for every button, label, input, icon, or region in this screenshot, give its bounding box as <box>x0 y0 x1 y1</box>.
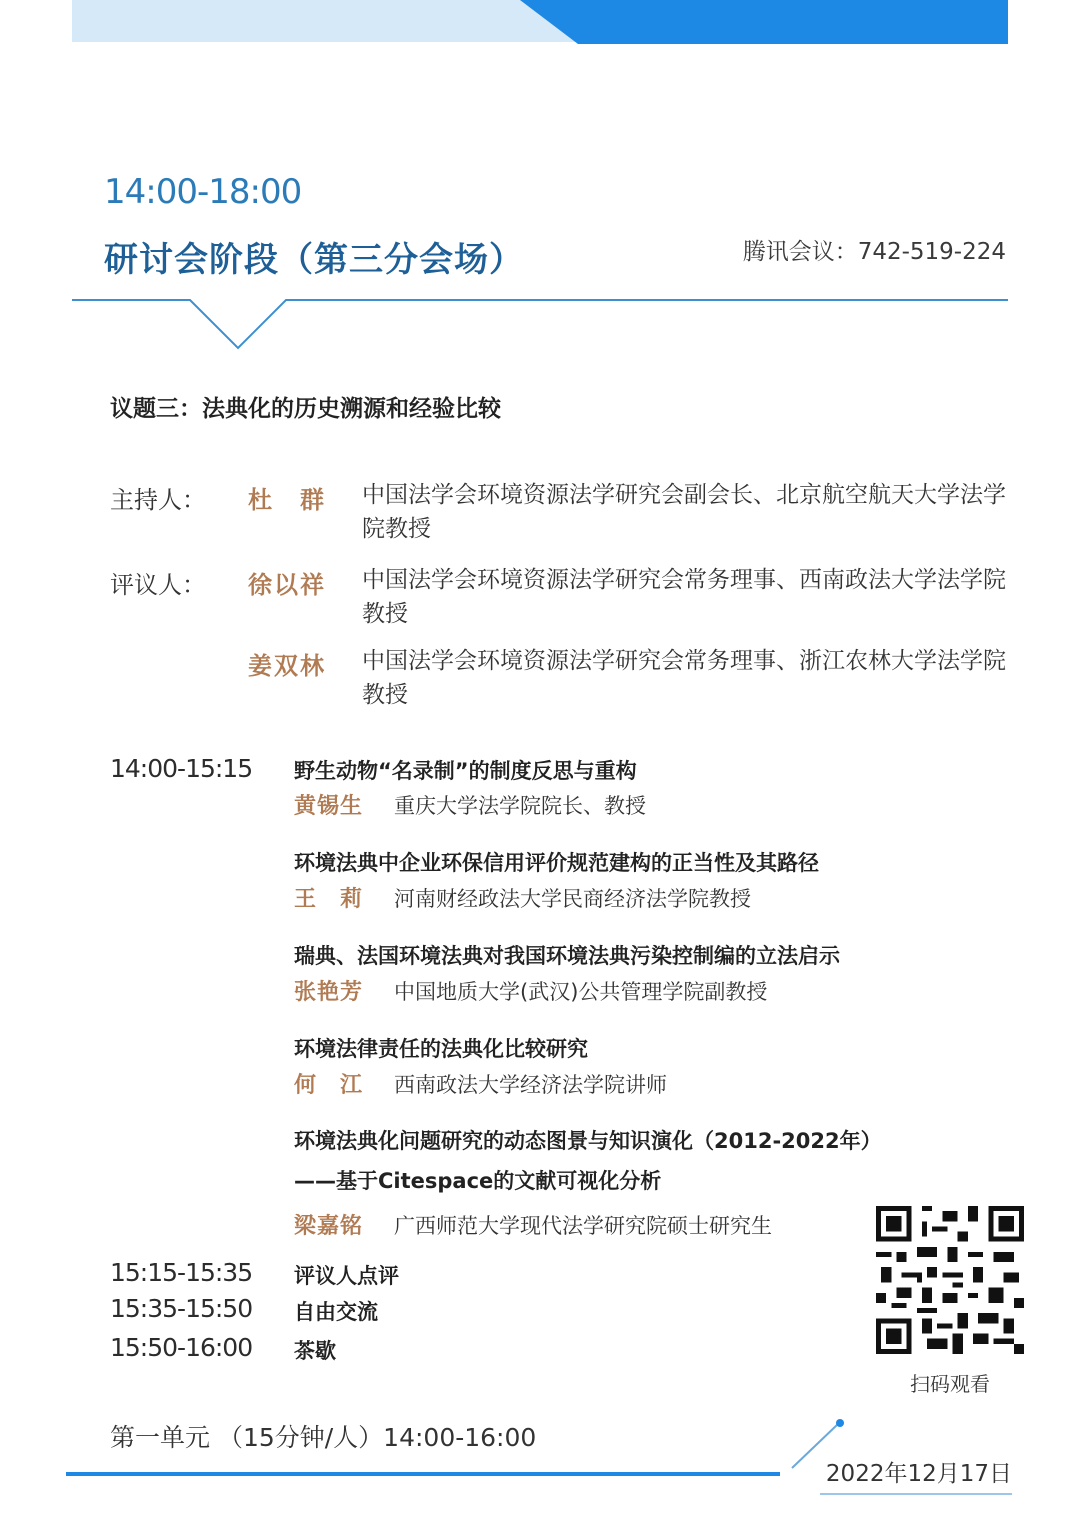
schedule-time: 15:15-15:35 <box>110 1258 253 1287</box>
speaker-affiliation: 中国地质大学(武汉)公共管理学院副教授 <box>394 980 768 1004</box>
speaker-name: 梁嘉铭 <box>294 1214 364 1239</box>
host-label: 主持人： <box>110 486 206 514</box>
talk-subtitle: ——基于Citespace的文献可视化分析 <box>294 1169 662 1193</box>
session-title: 研讨会阶段（第三分会场） <box>104 240 524 280</box>
schedule-item: 评议人点评 <box>294 1264 399 1288</box>
qr-caption: 扫码观看 <box>910 1372 990 1396</box>
commentator-name: 姜双林 <box>248 652 326 680</box>
host-name: 杜 群 <box>248 486 326 514</box>
talk-title: 环境法典化问题研究的动态图景与知识演化（2012-2022年） <box>294 1129 882 1153</box>
commentator-name: 徐以祥 <box>248 571 326 599</box>
schedule-time: 15:35-15:50 <box>110 1294 253 1323</box>
commentator-label: 评议人： <box>110 571 206 599</box>
speaker-affiliation: 广西师范大学现代法学研究院硕士研究生 <box>394 1214 772 1238</box>
speaker-name: 何 江 <box>294 1073 364 1098</box>
header-divider <box>0 290 1080 360</box>
talk-title: 环境法律责任的法典化比较研究 <box>294 1037 588 1061</box>
tencent-meeting-id: 腾讯会议：742-519-224 <box>742 239 1006 265</box>
talk-title: 环境法典中企业环保信用评价规范建构的正当性及其路径 <box>294 851 819 875</box>
schedule-item: 茶歇 <box>294 1339 336 1363</box>
unit-note: 第一单元 （15分钟/人）14:00-16:00 <box>110 1423 537 1452</box>
speaker-name: 王 莉 <box>294 887 364 912</box>
session-time-range: 14:00-18:00 <box>104 172 302 212</box>
host-description: 中国法学会环境资源法学研究会副会长、北京航空航天大学法学院教授 <box>362 482 1006 542</box>
commentator-description: 中国法学会环境资源法学研究会常务理事、浙江农林大学法学院教授 <box>362 648 1006 708</box>
speaker-affiliation: 河南财经政法大学民商经济法学院教授 <box>394 887 751 911</box>
talks-time-slot: 14:00-15:15 <box>110 754 253 783</box>
schedule-item: 自由交流 <box>294 1300 378 1324</box>
talk-title: 瑞典、法国环境法典对我国环境法典污染控制编的立法启示 <box>294 944 840 968</box>
top-decorative-band <box>0 0 1080 60</box>
speaker-name: 张艳芳 <box>294 980 364 1005</box>
speaker-affiliation: 西南政法大学经济法学院讲师 <box>394 1073 667 1097</box>
speaker-affiliation: 重庆大学法学院院长、教授 <box>394 794 646 818</box>
topic-title: 议题三：法典化的历史溯源和经验比较 <box>110 396 501 422</box>
qr-code[interactable] <box>876 1206 1024 1354</box>
commentator-description: 中国法学会环境资源法学研究会常务理事、西南政法大学法学院教授 <box>362 567 1006 627</box>
event-date: 2022年12月17日 <box>825 1461 1012 1487</box>
speaker-name: 黄锡生 <box>294 794 364 819</box>
talk-title: 野生动物“名录制”的制度反思与重构 <box>294 759 637 783</box>
schedule-time: 15:50-16:00 <box>110 1333 253 1362</box>
